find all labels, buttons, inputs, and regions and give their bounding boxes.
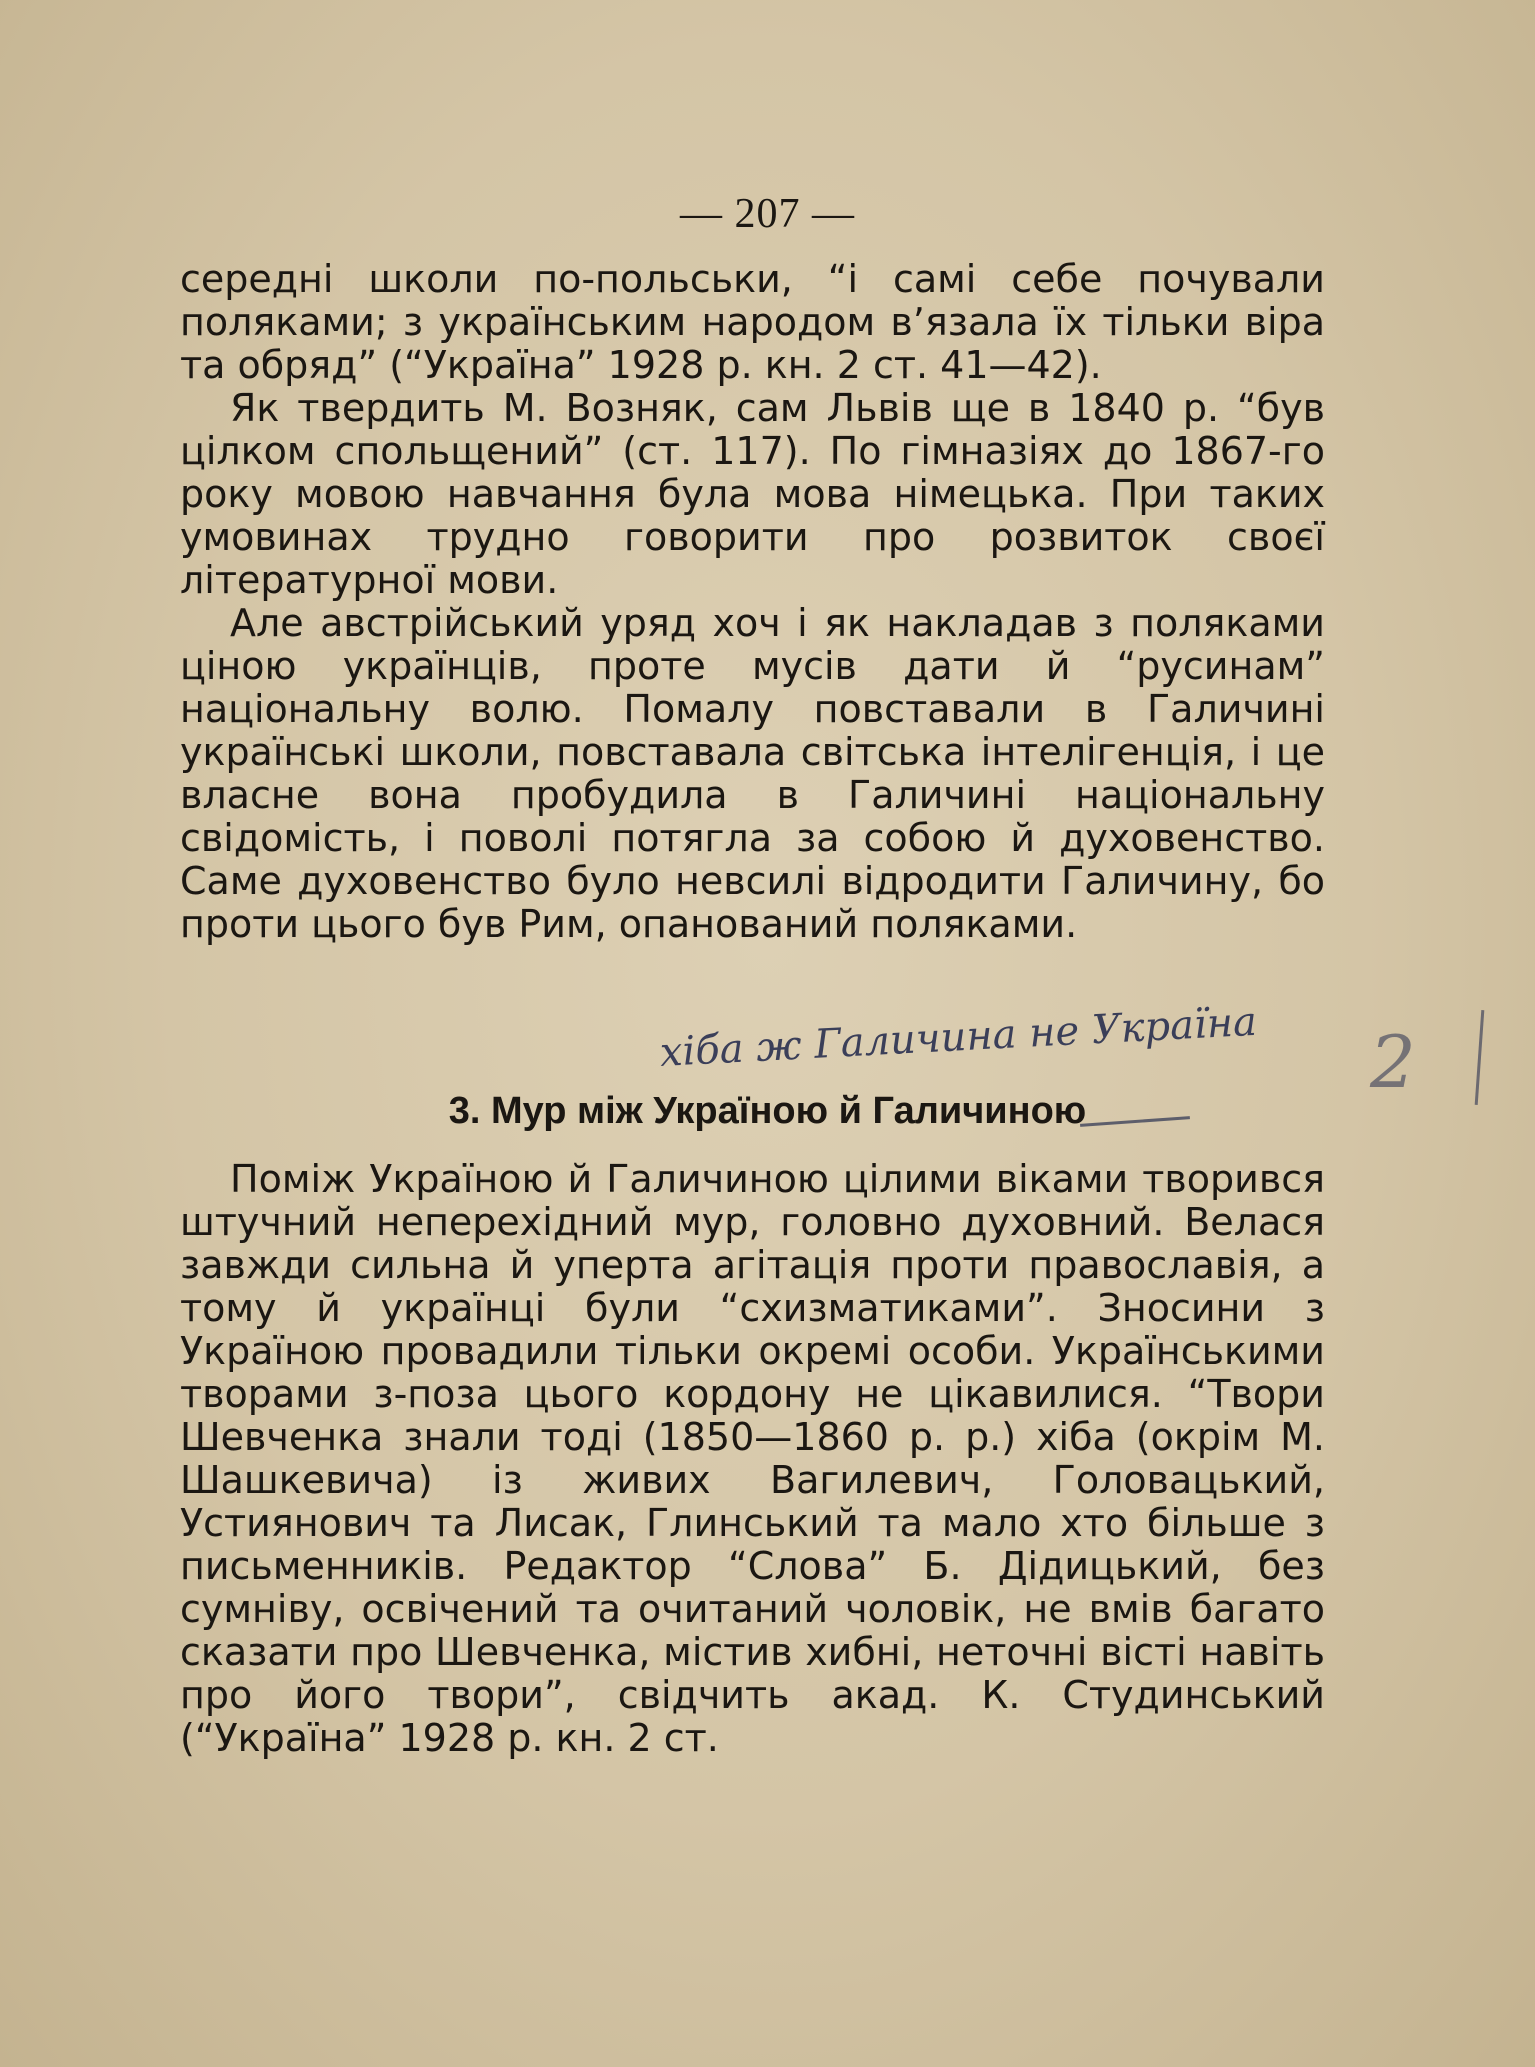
handwritten-annotation: хіба ж Галичина не Україна	[658, 998, 1258, 1076]
text-block-bottom	[180, 1158, 1325, 1760]
paragraph-continuation: середні школи по-польськи, “і самі себе почували поляками; з українським народом в’язала їх тільки віра та обряд” (“Україна” 1928 р. кн. 2 ст. 41—42).	[180, 257, 1325, 387]
page-number: — 207 —	[680, 191, 855, 237]
handwritten-margin-mark: 2	[1370, 1020, 1416, 1104]
paragraph-austrian-government: Але австрійський уряд хоч і як накладав з поляками ціною українців, проте мусів дати й “русинам” національну волю. Помалу повставали в Галичині українські школи, повставала світська інтелігенція, і це власне вона пробудила в Галичині національну свідомість, і поволі потягла за собою й духовенство. Саме духовенство було невсилі відродити Галичину, бо проти цього був Рим, опанований поляками.	[180, 601, 1325, 946]
section-heading: 3. Мур між Україною й Галичиною	[448, 1090, 1087, 1132]
paragraph-wall: Поміж Україною й Галичиною цілими віками творився штучний неперехідний мур, головно духовний. Велася завжди сильна й уперта агітація проти православія, а тому й українці були “схизматиками”. Зносини з Україною провадили тільки окремі особи. Українськими творами з-поза цього кордону не цікавилися. “Твори Шевченка знали тоді (1850—1860 р. р.) хіба (окрім М. Шашкевича) із живих Вагилевич, Головацький, Устиянович та Лисак, Глинський та мало хто більше з письменників. Редактор “Слова” Б. Дідицький, без сумніву, освічений та очитаний чоловік, не вмів багато сказати про Шевченка, містив хибні, неточні вісті навіть про його твори”, свідчить акад. К. Студинський (“Україна” 1928 р. кн. 2 ст.	[180, 1157, 1325, 1760]
paragraph-lviv: Як твердить М. Возняк, сам Львів ще в 1840 р. “був цілком спольщений” (ст. 117). По гімназіях до 1867-го року мовою навчання була мова німецька. При таких умовинах трудно говорити про розвиток своєї літературної мови.	[180, 386, 1325, 602]
text-block-top	[180, 258, 1325, 946]
